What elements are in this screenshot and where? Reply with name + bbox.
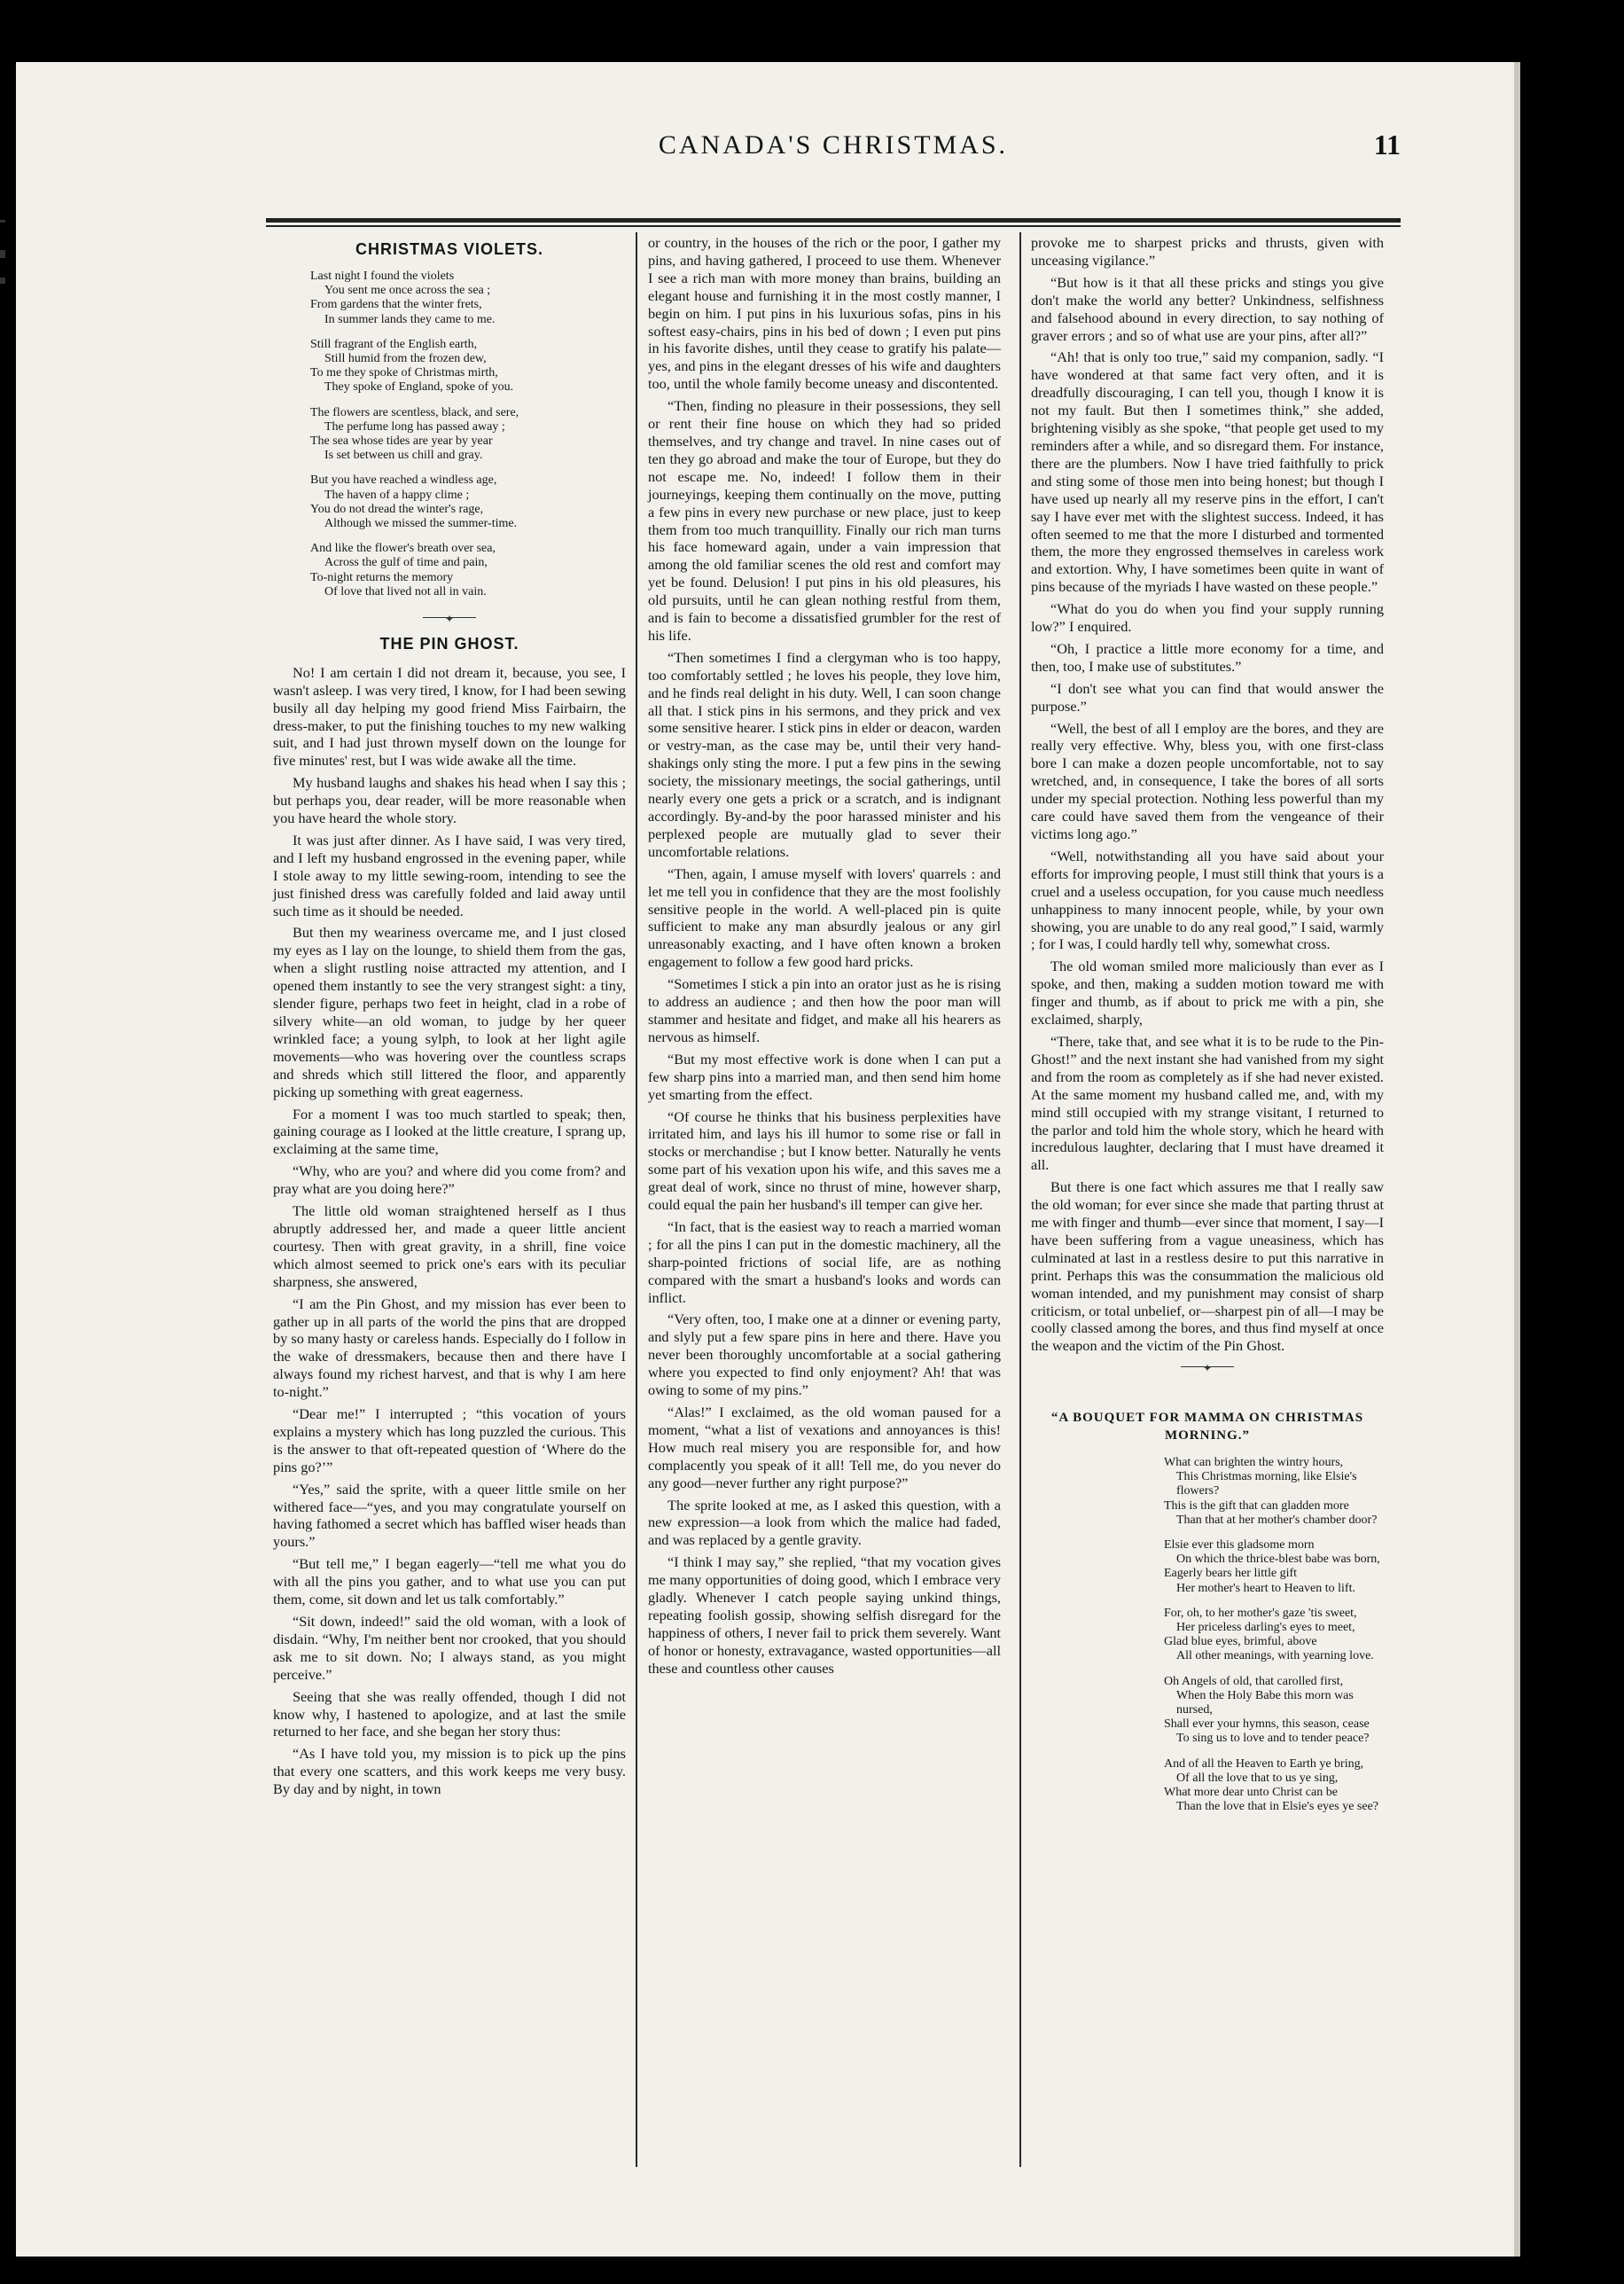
paragraph: “Ah! that is only too true,” said my companion, sadly. “I have wondered at that same fact very often, and it is dreadfully discouraging, I can tell you, though I know it is not my fault. But then I sometimes think,” she added, brightening visibly as she spoke, “that people get used to my reminders after a while, and so disregard them. For instance, there are the plumbers. Now I have tried faithfully to prick and sting some of those men into being honest; but though I have used up nearly all my reserve pins in the effort, I can't say I have ever met with the slightest success. Indeed, it has often seemed to me that the more I disturbed and tormented them, the more they engrossed themselves in careless work and extortion. Why, I have sometimes been quite in want of pins because of the myriads I have wasted on these people.”: [1031, 348, 1384, 596]
column-2: [648, 234, 1001, 1682]
paragraph: provoke me to sharpest pricks and thrusts, given with unceasing vigilance.”: [1031, 234, 1384, 269]
poem-line: To sing us to love and to tender peace?: [1176, 1732, 1370, 1746]
poem-title: CHRISTMAS VIOLETS.: [355, 240, 543, 258]
poem-line: Her priceless darling's eyes to meet,: [1176, 1621, 1355, 1635]
poem-line: The flowers are scentless, black, and sere,: [310, 405, 519, 419]
poem-line: Than that at her mother's chamber door?: [1176, 1513, 1378, 1527]
paragraph: “But tell me,” I began eagerly—“tell me what you do with all the pins you gather, and to what use you can put them, come, sit down and let us talk comfortably.”: [273, 1555, 626, 1608]
column-1: [273, 234, 626, 1803]
poem-line: You sent me once across the sea ;: [324, 284, 491, 298]
paragraph: “What do you do when you find your supply running low?” I enquired.: [1031, 600, 1384, 636]
paragraph: “In fact, that is the easiest way to reach a married woman ; for all the pins I can put in the domestic machinery, all the sharp-pointed frictions of social life, are as nothing compared with the smart a husband's looks and words can inflict.: [648, 1217, 1001, 1306]
poem-line: On which the thrice-blest babe was born,: [1176, 1553, 1380, 1567]
paragraph: The old woman smiled more maliciously than ever as I spoke, and then, making a sudden motion toward me with finger and thumb, as if about to prick me with a pin, she exclaimed, sharply,: [1031, 958, 1384, 1029]
poem-line: The perfume long has passed away ;: [324, 419, 505, 434]
poem-line: Shall ever your hymns, this season, cease: [1164, 1717, 1370, 1732]
paragraph: “Why, who are you? and where did you come from? and pray what are you doing here?”: [273, 1162, 626, 1198]
poem-bouquet-for-mamma: [1031, 1456, 1384, 1814]
paragraph: Seeing that she was really offended, though I did not know why, I hastened to apologize, and at last the smile returned to her face, and she began her story thus:: [273, 1687, 626, 1740]
section-divider: ✦: [1031, 1359, 1384, 1378]
poem-line: Still humid from the frozen dew,: [324, 351, 487, 365]
stanza: [273, 542, 626, 599]
poem-line: What can brighten the wintry hours,: [1164, 1456, 1344, 1469]
paragraph: “Dear me!” I interrupted ; “this vocation of yours explains a mystery which has long puzzled the curious. This is the answer to that oft-repeated question of ‘Where do the pins go?’”: [273, 1405, 626, 1475]
poem-line: Elsie ever this gladsome morn: [1164, 1538, 1315, 1553]
paragraph: “Well, the best of all I employ are the bores, and they are really very effective. Why, bless you, with one first-class bore I can make a dozen people uncomfortable, not to say wretched, and, in consequence, I take the bores of all sorts under my special protection. Nothing less powerful than my care could have saved them from the vengeance of their victims long ago.”: [1031, 719, 1384, 842]
stanza: [273, 338, 626, 395]
paragraph: or country, in the houses of the rich or the poor, I gather my pins, and having gathered, I proceed to use them. Whenever I see a rich man with more money than brains, building an elegant house and furnishing it in the most costly manner, I begin on him. I put pins in his luxurious sofas, pins in his softest easy-chairs, pins in his bed of down ; I even put pins in his favorite dishes, until they cease to gratify his palate—yes, and pins in the elegant dresses of his wife and daughters too, until the whole family become uneasy and discontented.: [648, 234, 1001, 393]
poem-line: Than the love that in Elsie's eyes ye see?: [1176, 1800, 1378, 1814]
poem-line: In summer lands they came to me.: [324, 312, 496, 326]
paragraph: “Sit down, indeed!” said the old woman, with a look of disdain. “Why, I'm neither bent nor crooked, that you should ask me to sit down. No; I always stand, as you might perceive.”: [273, 1613, 626, 1683]
poem-line: Across the gulf of time and pain,: [324, 556, 488, 570]
margin-mark: [0, 278, 5, 284]
paragraph: “Sometimes I stick a pin into an orator just as he is rising to address an audience ; and then how the poor man will stammer and hesitate and fidget, and make all his hearers as nervous as himself.: [648, 975, 1001, 1045]
page-number: 11: [1373, 129, 1401, 160]
stanza: [1031, 1607, 1384, 1664]
paragraph: “Well, notwithstanding all you have said about your efforts for improving people, I must still think that yours is a cruel and a useless occupation, for you cause much needless unhappiness to many innocent people, while, by your own showing, you are unable to do any real good,” I said, warmly ; for I was, I could hardly tell why, somewhat cross.: [1031, 847, 1384, 953]
stanza: [273, 406, 626, 464]
margin-mark: [0, 220, 5, 223]
stanza: [273, 473, 626, 531]
paragraph: No! I am certain I did not dream it, because, you see, I wasn't asleep. I was very tired, I know, for I had been sewing busily all day helping my good friend Miss Fairbairn, the dress-maker, to put the finishing touches to my new walking suit, and I had just thrown myself down on the lounge for five minutes' rest, but I was wide awake all the time.: [273, 663, 626, 770]
story-text-column-2: [648, 234, 1001, 1678]
poem-line: Of love that lived not all in vain.: [324, 584, 487, 598]
poem-line: What more dear unto Christ can be: [1164, 1786, 1338, 1800]
paragraph: It was just after dinner. As I have said, I was very tired, and I left my husband engrossed in the evening paper, while I stole away to my little sewing-room, intending to see the just finished dress was carefully folded and laid away until such time as it should be needed.: [273, 831, 626, 919]
paragraph: For a moment I was too much startled to speak; then, gaining courage as I looked at the little creature, I sprang up, exclaiming at the same time,: [273, 1105, 626, 1158]
column-3: [1031, 234, 1384, 1825]
newspaper-title: CANADA'S CHRISTMAS.: [658, 130, 1009, 160]
stanza: [1031, 1456, 1384, 1528]
paragraph: The sprite looked at me, as I asked this question, with a new expression—a look from which the malice had faded, and was replaced by a gentle gravity.: [648, 1496, 1001, 1549]
page-header: [266, 121, 1401, 184]
paragraph: “I don't see what you can find that would answer the purpose.”: [1031, 679, 1384, 715]
header-rule-thin: [266, 225, 1401, 227]
stanza: [1031, 1757, 1384, 1815]
poem-line: Last night I found the violets: [310, 269, 455, 283]
poem-line: You do not dread the winter's rage,: [310, 502, 484, 516]
paragraph: “I am the Pin Ghost, and my mission has ever been to gather up in all parts of the world the pins that are dropped by so many hasty or careless hands. Especially do I follow in the wake of dressmakers, because then and there have I always found my richest harvest, and that is why I am here to-night.”: [273, 1295, 626, 1401]
paragraph: “But how is it that all these pricks and stings you give don't make the world any better? Unkindness, selfishness and falsehood abound in every direction, to say nothing of graver errors ; and so of what use are your pins, after all?”: [1031, 273, 1384, 344]
stanza: [1031, 1538, 1384, 1596]
paragraph: “Of course he thinks that his business perplexities have irritated him, and lays his ill humor to some rise or fall in stocks or merchandise ; but I know better. Naturally he vents some part of his vexation upon his wife, and this saves me a great deal of work, since no thrust of mine, however sharp, could equal the pain her husband's ill temper can give her.: [648, 1107, 1001, 1214]
poem-line: Oh Angels of old, that carolled first,: [1164, 1674, 1344, 1688]
poem-line: From gardens that the winter frets,: [310, 298, 482, 312]
paragraph: “But my most effective work is done when I can put a few sharp pins into a married man, and then send him home yet smarting from the effect.: [648, 1050, 1001, 1103]
section-divider: ✦: [273, 610, 626, 629]
poem-title: “A BOUQUET FOR MAMMA ON CHRISTMAS MORNING.”: [1050, 1411, 1364, 1443]
poem-line: Still fragrant of the English earth,: [310, 337, 478, 351]
poem-line: To me they spoke of Christmas mirth,: [310, 366, 498, 380]
stanza: [273, 270, 626, 327]
poem-line: They spoke of England, spoke of you.: [324, 380, 514, 395]
poem-line: Of all the love that to us ye sing,: [1176, 1771, 1339, 1785]
poem-line: For, oh, to her mother's gaze 'tis sweet,: [1164, 1606, 1357, 1620]
poem-line: To-night returns the memory: [310, 570, 454, 584]
column-rule: [636, 232, 637, 2167]
paragraph: “Then, finding no pleasure in their possessions, they sell or rent their fine house on which they had so prided themselves, and try change and travel. In nine cases out of ten they go abroad and make the tour of Europe, but they do not escape me. No, indeed! I follow them in their journeyings, keeping them continually on the move, putting a few pins in every new purchase or new place, just to keep them from too much tranquillity. Finally our rich man turns his face homeward again, under a vain impression that among the old familiar scenes the old rest and comfort may yet be found. Delusion! I put pins in his old pleasures, his old pursuits, until he can glean nothing restful from them, and is fain to become a dissatisfied grumbler for the rest of his life.: [648, 397, 1001, 644]
stanza: [1031, 1675, 1384, 1747]
poem-line: When the Holy Babe this morn was nursed,: [1176, 1688, 1354, 1717]
paragraph: But then my weariness overcame me, and I just closed my eyes as I lay on the lounge, to shield them from the gas, when a slight rustling noise attracted my attention, and I opened them instantly to see the very strangest sight: a tiny, slender figure, perhaps two feet in height, clad in a robe of silvery white—an old woman, to judge by her queer wrinkled face; a young sylph, to look at her light agile movements—who was hovering over the countless scraps and shreds which still littered the floor, and apparently picking up something with great eagerness.: [273, 924, 626, 1100]
story-text-column-3: [1031, 234, 1384, 1355]
poem-line: The sea whose tides are year by year: [310, 434, 493, 448]
paragraph: “Then sometimes I find a clergyman who is too happy, too comfortably settled ; he loves his people, they love him, and he finds real delight in his duty. Well, I can soon change all that. I stick pins in his sermons, and they prick and vex some sensitive hearer. I stick pins in elder or deacon, warden or vestry-man, as the case may be, until their very hand-shakings only sting the more. I put a few pins in the sewing society, the missionary meetings, the social gatherings, until nearly every one gets a prick or a scratch, and is indignant accordingly. By-and-by the poor harassed minister and his perplexed people are mutually glad to sever their uncomfortable relations.: [648, 648, 1001, 860]
poem-line: And like the flower's breath over sea,: [310, 542, 496, 556]
poem-line: Her mother's heart to Heaven to lift.: [1176, 1581, 1355, 1595]
paragraph: “Yes,” said the sprite, with a queer little smile on her withered face—“yes, and you may congratulate yourself on having fathomed a secret which has baffled wiser heads than yours.”: [273, 1480, 626, 1551]
poem-line: Is set between us chill and gray.: [324, 449, 483, 463]
paragraph: The little old woman straightened herself as I thus abruptly addressed her, and made a queer little ancient courtesy. Then with great gravity, in a shrill, fine voice which almost seemed to prick one's ears with its peculiar sharpness, she answered,: [273, 1202, 626, 1290]
story-title: THE PIN GHOST.: [379, 634, 519, 653]
poem-line: Although we missed the summer-time.: [324, 516, 518, 530]
paragraph: But there is one fact which assures me that I really saw the old woman; for ever since she made that parting thrust at me with finger and thumb—ever since that moment, I say—I have been suffering from a vague uneasiness, which has culminated at last in a restless desire to put this narrative in print. Perhaps this was the consummation the malicious old woman intended, and my punishment may consist of sharp criticism, or total unbelief, or—sharpest pin of all—I may be coolly classed among the bores, and thus find myself at once the weapon and the victim of the Pin Ghost.: [1031, 1178, 1384, 1355]
paragraph: “As I have told you, my mission is to pick up the pins that every one scatters, and this work keeps me very busy. By day and by night, in town: [273, 1745, 626, 1798]
margin-mark: [0, 250, 5, 258]
paragraph: “Alas!” I exclaimed, as the old woman paused for a moment, “what a list of vexations and annoyances is this! How much real misery you are responsible for, and how complacently you speak of it all! Tell me, do you never do any good—never further any right purpose?”: [648, 1404, 1001, 1491]
paragraph: My husband laughs and shakes his head when I say this ; but perhaps you, dear reader, will be more reasonable when you have heard the whole story.: [273, 774, 626, 827]
paragraph: “Very often, too, I make one at a dinner or evening party, and slyly put a few spare pins in here and there. Have you never been thoroughly uncomfortable at a social gathering where you expected to find only enjoyment? Ah! that was owing to some of my pins.”: [648, 1310, 1001, 1399]
paragraph: “There, take that, and see what it is to be rude to the Pin-Ghost!” and the next instant she had vanished from my sight and from the room as completely as if she had never existed. At the same moment my husband called me, and, with my mind still occupied with my strange visitant, I returned to the parlor and told him the whole story, which he heard with incredulous laughter, declaring that I must have dreamed it all.: [1031, 1032, 1384, 1174]
poem-line: And of all the Heaven to Earth ye bring,: [1164, 1756, 1364, 1771]
poem-line: Glad blue eyes, brimful, above: [1164, 1635, 1317, 1649]
poem-line: This is the gift that can gladden more: [1164, 1498, 1349, 1513]
poem-line: Eagerly bears her little gift: [1164, 1567, 1298, 1581]
poem-line: All other meanings, with yearning love.: [1176, 1649, 1374, 1663]
story-text-column-1: [273, 664, 626, 1798]
poem-christmas-violets: [273, 270, 626, 599]
paragraph: “Then, again, I amuse myself with lovers' quarrels : and let me tell you in confidence that they are the most foolishly sensitive people in the world. A well-placed pin is quite sufficient to make any man absurdly jealous or any girl unreasonably exacting, and I have often known a broken engagement to follow a few good hard pricks.: [648, 864, 1001, 971]
header-rule-thick: [266, 218, 1401, 223]
poem-line: But you have reached a windless age,: [310, 473, 497, 488]
paragraph: “I think I may say,” she replied, “that my vocation gives me many opportunities of doing good, which I embrace very gladly. Whenever I catch people saying unkind things, repeating foolish gossip, showing selfish disregard for the happiness of others, I never fail to prick them severely. Want of honor or honesty, extravagance, wasted opportunities—all these and countless other causes: [648, 1553, 1001, 1677]
column-rule: [1019, 232, 1021, 2167]
poem-line: The haven of a happy clime ;: [324, 488, 470, 502]
paragraph: “Oh, I practice a little more economy for a time, and then, too, I make use of substitutes.”: [1031, 639, 1384, 675]
poem-line: This Christmas morning, like Elsie's flowers?: [1176, 1470, 1357, 1498]
